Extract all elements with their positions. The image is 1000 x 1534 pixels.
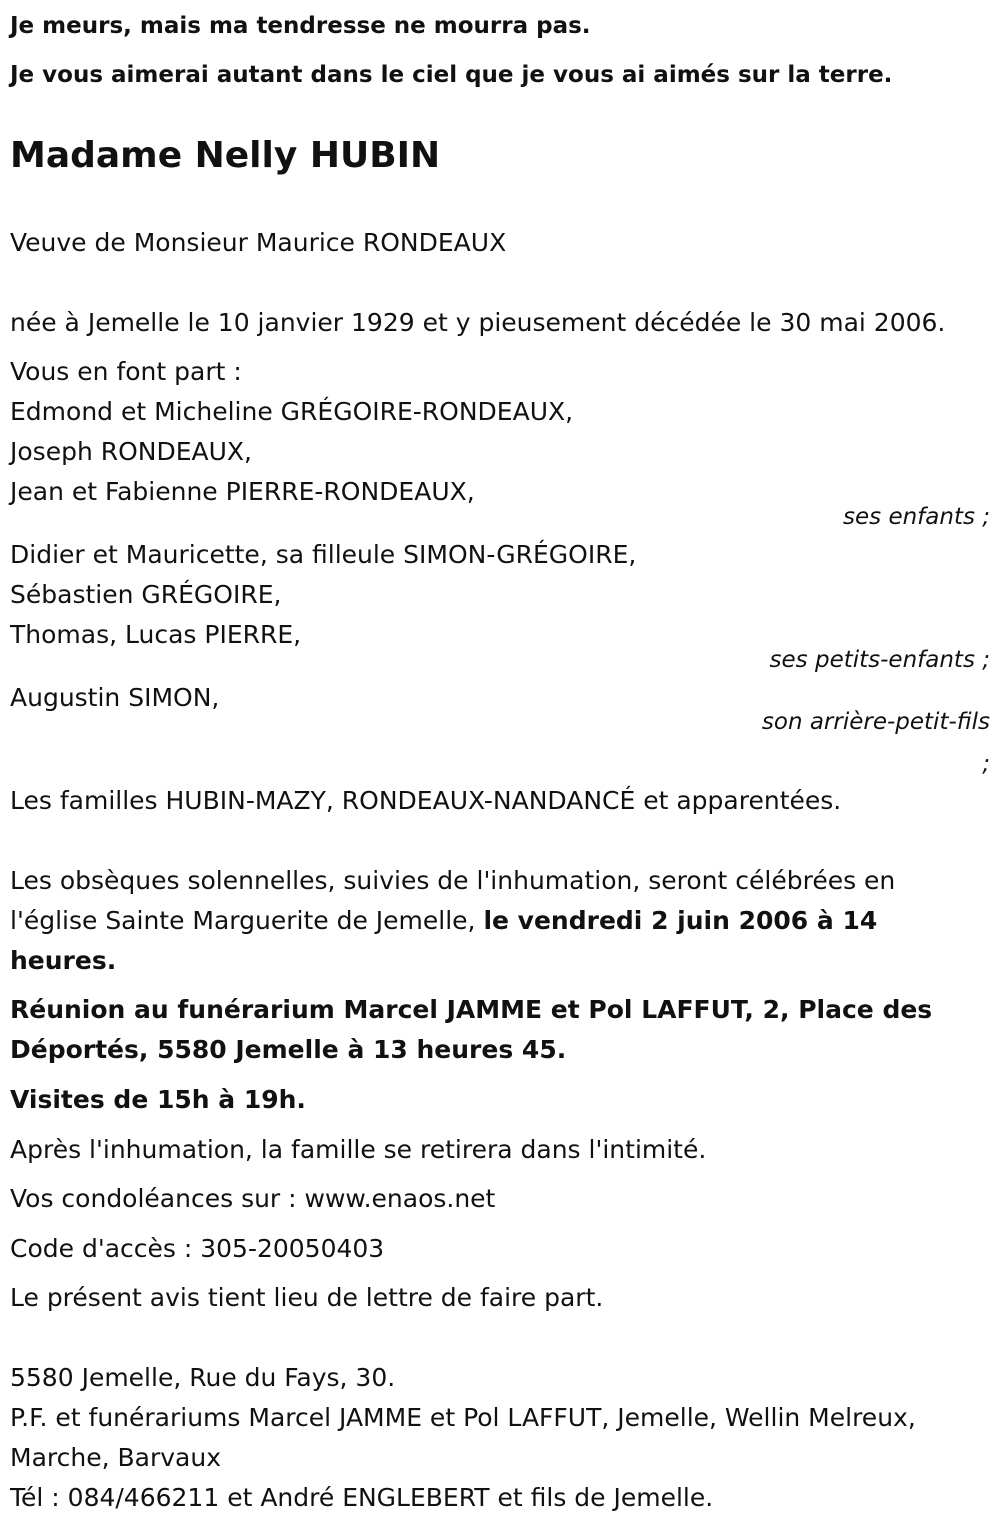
birth-death-dates: née à Jemelle le 10 janvier 1929 et y pieusement décédée le 30 mai 2006. bbox=[10, 308, 946, 337]
child-3: Jean et Fabienne PIERRE-RONDEAUX, bbox=[10, 477, 475, 506]
deceased-name: Madame Nelly HUBIN bbox=[10, 135, 441, 176]
children-label: ses enfants ; bbox=[843, 504, 990, 530]
epitaph-line-1: Je meurs, mais ma tendresse ne mourra pas. bbox=[10, 13, 591, 39]
funeral-date: le vendredi 2 juin 2006 à 14 heures. bbox=[10, 906, 878, 975]
funeral-paragraph bbox=[10, 861, 985, 981]
grandchild-2: Sébastien GRÉGOIRE, bbox=[10, 580, 282, 609]
meeting-info: Réunion au funérarium Marcel JAMME et Pol LAFFUT, 2, Place des Déportés, 5580 Jemelle à 13 heures 45. bbox=[10, 995, 933, 1064]
families: Les familles HUBIN-MAZY, RONDEAUX-NANDANCÉ et apparentées. bbox=[10, 786, 842, 815]
phone: Tél : 084/466211 et André ENGLEBERT et fils de Jemelle. bbox=[10, 1483, 714, 1512]
notice: Le présent avis tient lieu de lettre de faire part. bbox=[10, 1283, 604, 1312]
after-burial: Après l'inhumation, la famille se retirera dans l'intimité. bbox=[10, 1135, 707, 1164]
grandchildren-label: ses petits-enfants ; bbox=[769, 647, 990, 673]
grandchild-1: Didier et Mauricette, sa filleule SIMON-GRÉGOIRE, bbox=[10, 540, 637, 569]
child-1: Edmond et Micheline GRÉGOIRE-RONDEAUX, bbox=[10, 397, 574, 426]
condolences: Vos condoléances sur : www.enaos.net bbox=[10, 1184, 496, 1213]
epitaph-line-2: Je vous aimerai autant dans le ciel que je vous ai aimés sur la terre. bbox=[10, 62, 893, 88]
grandchild-3: Thomas, Lucas PIERRE, bbox=[10, 620, 302, 649]
announce-intro: Vous en font part : bbox=[10, 357, 242, 386]
funeral-text: Les obsèques solennelles, suivies de l'inhumation, seront célébrées en l'église Sainte Marguerite de Jemelle, bbox=[10, 866, 896, 935]
great-grandchild-label: son arrière-petit-fils bbox=[761, 709, 990, 735]
funeral-home: P.F. et funérariums Marcel JAMME et Pol LAFFUT, Jemelle, Wellin Melreux, Marche, Barvaux bbox=[10, 1403, 916, 1472]
visits: Visites de 15h à 19h. bbox=[10, 1085, 306, 1114]
child-2: Joseph RONDEAUX, bbox=[10, 437, 253, 466]
address: 5580 Jemelle, Rue du Fays, 30. bbox=[10, 1363, 396, 1392]
great-grandchild: Augustin SIMON, bbox=[10, 683, 220, 712]
great-grandchild-label-end: ; bbox=[982, 751, 990, 777]
widow-of: Veuve de Monsieur Maurice RONDEAUX bbox=[10, 228, 507, 257]
access-code: Code d'accès : 305-20050403 bbox=[10, 1234, 385, 1263]
